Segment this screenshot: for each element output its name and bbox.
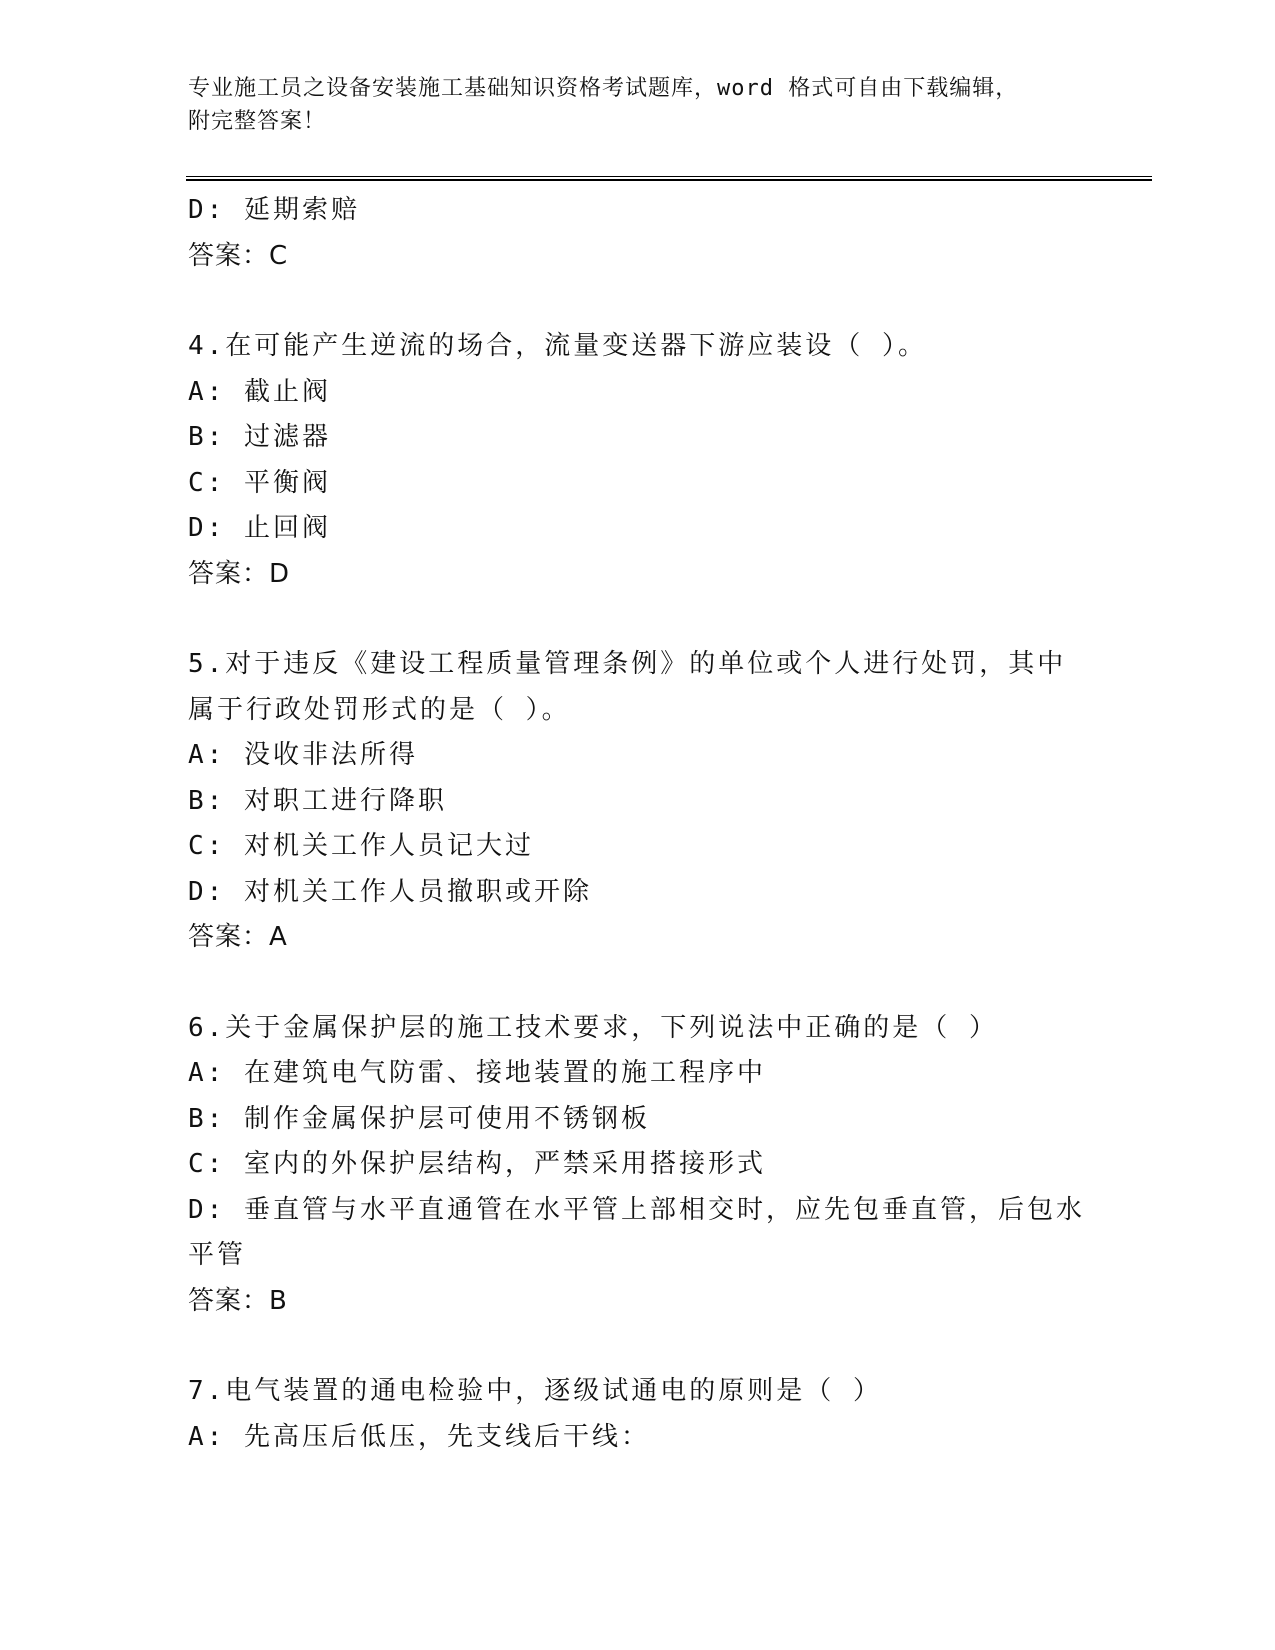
option-a: A: 先高压后低压，先支线后干线： bbox=[188, 1421, 650, 1452]
option-d: D: 垂直管与水平直通管在水平管上部相交时，应先包垂直管，后包水 bbox=[188, 1194, 1085, 1225]
document-header bbox=[188, 72, 1068, 138]
option-c: C: 平衡阀 bbox=[188, 467, 331, 498]
option-c: C: 对机关工作人员记大过 bbox=[188, 831, 534, 861]
option-b: B: 对职工进行降职 bbox=[188, 785, 447, 816]
spacer bbox=[188, 1324, 1088, 1369]
question-stem-continued: 属于行政处罚形式的是（ ）。 bbox=[188, 694, 571, 725]
answer: 答案：C bbox=[188, 240, 289, 271]
option-a: A: 没收非法所得 bbox=[188, 740, 418, 770]
option-d: D: 对机关工作人员撤职或开除 bbox=[188, 876, 592, 907]
answer: 答案：A bbox=[188, 922, 288, 952]
answer: 答案：D bbox=[188, 558, 291, 589]
header-line-1: 专业施工员之设备安装施工基础知识资格考试题库，word 格式可自由下载编辑， bbox=[188, 76, 1019, 101]
header-divider bbox=[186, 176, 1152, 181]
header-line-2: 附完整答案！ bbox=[188, 109, 327, 134]
spacer bbox=[188, 279, 1088, 324]
question-stem: 7.电气装置的通电检验中，逐级试通电的原则是（ ） bbox=[188, 1376, 882, 1406]
question-list bbox=[188, 188, 1088, 1460]
option-a: A: 在建筑电气防雷、接地装置的施工程序中 bbox=[188, 1058, 766, 1088]
spacer bbox=[188, 961, 1088, 1006]
answer: 答案：B bbox=[188, 1285, 288, 1316]
question-stem: 5.对于违反《建设工程质量管理条例》的单位或个人进行处罚，其中 bbox=[188, 649, 1067, 679]
option-d: D: 止回阀 bbox=[188, 513, 331, 543]
question-stem: 4.在可能产生逆流的场合，流量变送器下游应装设（ ）。 bbox=[188, 331, 927, 361]
option-c: C: 室内的外保护层结构，严禁采用搭接形式 bbox=[188, 1149, 766, 1179]
option-b: B: 过滤器 bbox=[188, 422, 331, 452]
option-b: B: 制作金属保护层可使用不锈钢板 bbox=[188, 1103, 650, 1134]
option-a: A: 截止阀 bbox=[188, 376, 331, 407]
spacer bbox=[188, 597, 1088, 642]
option-d: D: 延期索赔 bbox=[188, 195, 360, 225]
question-stem: 6.关于金属保护层的施工技术要求，下列说法中正确的是（ ） bbox=[188, 1012, 998, 1043]
option-d-continued: 平管 bbox=[188, 1240, 247, 1270]
